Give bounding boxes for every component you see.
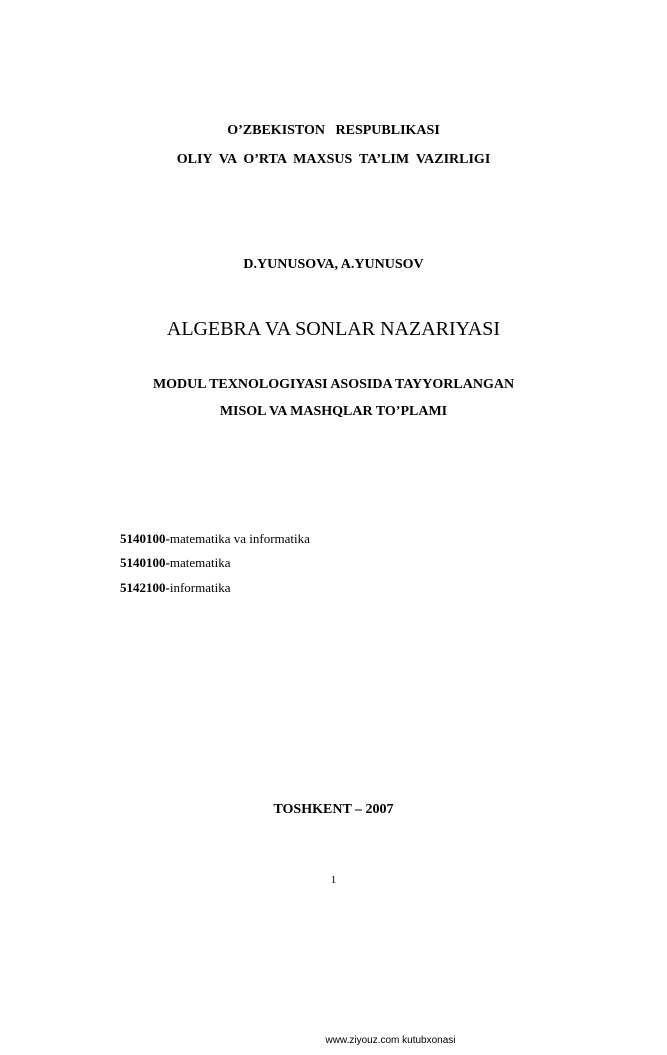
city-year: TOSHKENT – 2007 [273,802,394,817]
authors: D.YUNUSOVA, A.YUNUSOV [243,257,424,272]
specialty-item [120,555,230,571]
page-number: 1 [330,874,337,886]
specialty-name: informatika [169,580,231,595]
specialty-name: matematika va informatika [169,531,310,546]
specialty-item [120,580,231,596]
book-title: ALGEBRA VA SONLAR NAZARIYASI [166,318,501,340]
specialty-item [120,531,310,547]
specialty-name: matematika [169,555,231,570]
subtitle-line-2: MISOL VA MASHQLAR TO’PLAMI [219,404,448,419]
specialty-code: 5140100- [120,555,170,570]
specialty-code: 5140100- [120,531,170,546]
republic-heading: O’ZBEKISTON RESPUBLIKASI [227,123,440,138]
watermark: www.ziyouz.com kutubxonasi [325,1035,456,1046]
ministry-heading: OLIY VA O’RTA MAXSUS TA’LIM VAZIRLIGI [176,152,491,167]
specialty-code: 5142100- [120,580,170,595]
subtitle-line-1: MODUL TEXNOLOGIYASI ASOSIDA TAYYORLANGAN [152,377,515,392]
